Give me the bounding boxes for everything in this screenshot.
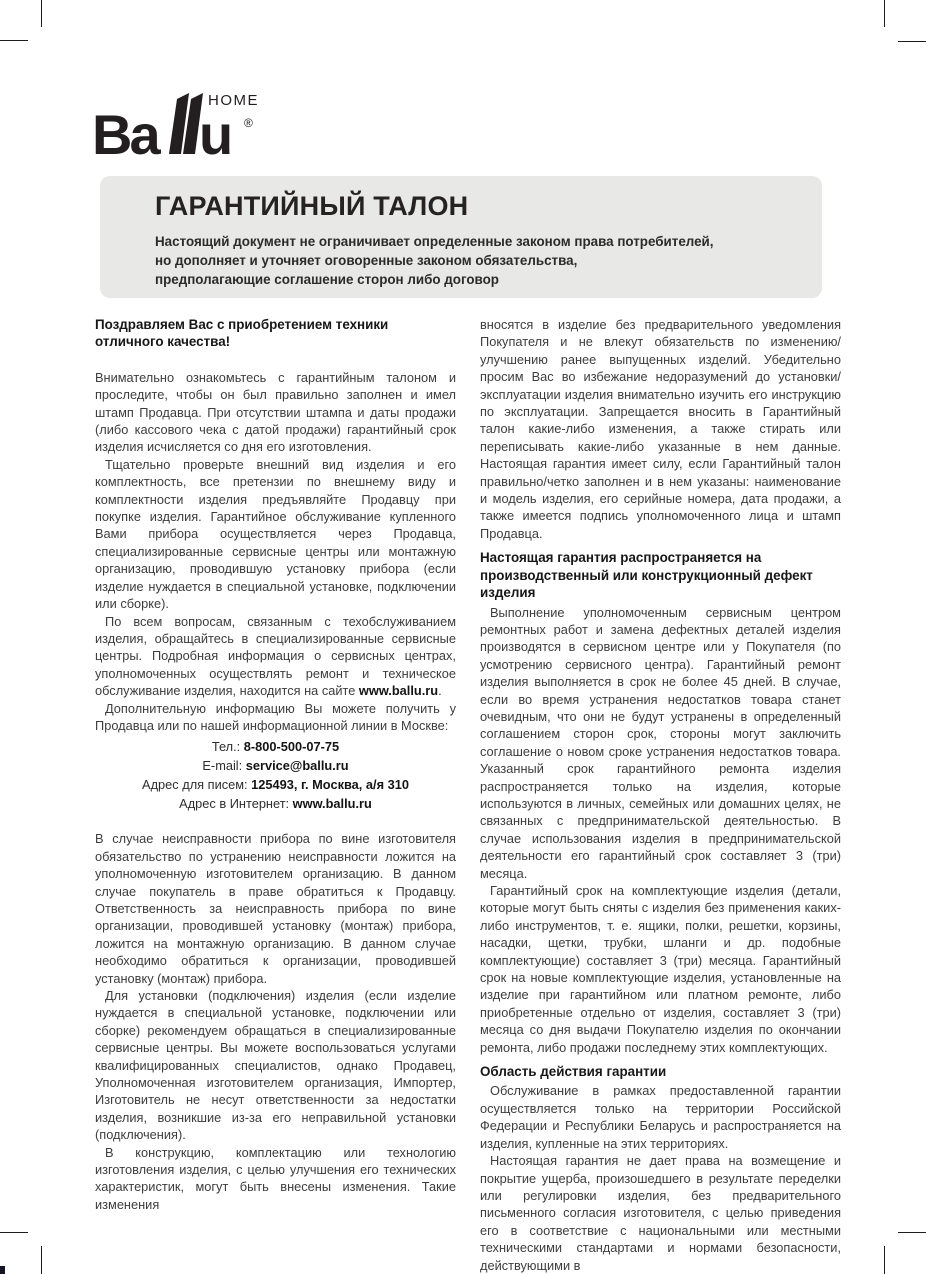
print-registration-mark [0,1266,5,1274]
text-run: Гарантийный срок на комплектующие изделия (детали, которые могут быть сняты с изделия без применения каких-либо инструментов, т. е. ящики, полки, решетки, корзины, насадки, щетки, трубки, шланги и др. подобные комплектующие) составляет 3 (три) месяца. Гарантийный срок на новые комплектующие изделия, установленные на изделие при гарантийном или платном ремонте, либо приобретенные отдельно от изделия, составляет 3 (три) месяца со дня выдачи Покупателю изделия по окончании ремонта, либо продажи последнему этих комплектующих. [480,883,841,1055]
text-run: Область действия гарантии [480,1064,667,1080]
text-run: Дополнительную информацию Вы можете получить у Продавца или по нашей информационной линии в Москве: [95,700,456,733]
contact-line [95,775,456,794]
subtitle-line: предполагающие соглашение сторон либо договор [155,272,499,287]
text-run: вносятся в изделие без предварительного уведомления Покупателя и не влекут обязательств по изменению/улучшению ранее выпущенных изделий. Убедительно просим Вас во избежание недоразумений до установки/эксплуатации изделия внимательно изучить его инструкцию по эксплуатации. Запрещается вносить в Гарантийный талон какие-либо изменения, а также стирать или переписывать какие-либо указанные в нем данные. Настоящая гарантия имеет силу, если Гарантийный талон правильно/четко заполнен и в нем указаны: наименование и модель изделия, его серийные номера, дата продажи, а также имеется подпись уполномоченного лица и штамп Продавца. [480,317,841,541]
contact-line [95,737,456,756]
right-column [480,316,841,1274]
text-run: Обслуживание в рамках предоставленной гарантии осуществляется только на территории Российской Федерации и Республики Беларусь и распространяется на изделия, купленные на этих территориях. [480,1083,841,1151]
contact-line [95,756,456,775]
section-heading [480,1063,841,1080]
section-heading [95,316,456,351]
crop-mark [41,0,42,27]
text-run: Для установки (подключения) изделия (если изделие нуждается в специальной установке, подключении или сборке) рекомендуем обращаться в специализированные сервисные центры. Вы можете воспользоваться услугами квалифицированных специалистов, однако Продавец, Уполномоченная изготовителем организация, Импортер, Изготовитель не несут ответственности за недостатки изделия, возникшие из-за его неправильной установки (подключения). [95,988,456,1143]
paragraph [95,700,456,735]
paragraph [480,882,841,1056]
left-column [95,316,456,1274]
text-run: Настоящая гарантия не дает права на возмещение и покрытие ущерба, произошедшего в результате переделки или регулировки изделия, без предварительного письменного согласия изготовителя, с целью приведения его в соответствие с национальными или местными техническими стандартами и нормами безопасности, действующими в [480,1153,841,1273]
crop-mark [0,40,28,41]
text-run: Внимательно ознакомьтесь с гарантийным талоном и проследите, чтобы он был правильно заполнен и имел штамп Продавца. При отсутствии штампа и даты продажи (либо кассового чека с датой продажи) гарантийный срок изделия исчисляется со дня его изготовления. [95,369,456,455]
contact-value: www.ballu.ru [292,796,372,812]
contact-block [95,737,456,813]
logo-text-ba: Ba [92,103,158,166]
paragraph [95,613,456,700]
contact-value: service@ballu.ru [245,758,349,774]
paragraph [95,369,456,456]
contact-value: 8-800-500-07-75 [243,739,340,755]
crop-mark [41,1246,42,1274]
subtitle-line: но дополняет и уточняет оговоренные законом обязательства, [155,253,578,268]
text-run: Поздравляем Вас с приобретением техники отличного качества! [95,317,389,350]
paragraph [480,1082,841,1152]
text-run: Тщательно проверьте внешний вид изделия и его комплектность, все претензии по внешнему виду и комплектности изделия предъявляйте Продавцу при покупке изделия. Гарантийное обслуживание купленного Вами прибора осуществляется через Продавца, специализированные сервисные центры или монтажную организацию, проводившую установку прибора (если изделие нуждается в специальной установке, подключении или сборке). [95,456,456,612]
text-run: В конструкцию, комплектацию или технологию изготовления изделия, с целью улучшения его технических характеристик, могут быть внесены изменения. Такие изменения [95,1144,456,1212]
subtitle-line: Настоящий документ не ограничивает определенные законом права потребителей, [155,234,714,249]
section-heading [480,549,841,601]
contact-value: 125493, г. Москва, а/я 310 [251,777,409,793]
registered-trademark-icon: ® [244,116,253,130]
crop-mark [884,1246,885,1274]
warranty-header-banner [100,176,822,298]
crop-mark [0,1232,28,1233]
contact-line [95,794,456,813]
text-run: Настоящая гарантия распространяется на производственный или конструкционный дефект изделия [480,550,813,601]
text-run: По всем вопросам, связанным с техобслуживанием изделия, обращайтесь в специализированные сервисные центры. Подробная информация о сервисных центрах, уполномоченных осуществлять ремонт и техническое обслуживание изделия, находится на сайте [95,613,456,699]
paragraph [95,456,456,613]
contact-label: Тел.: [211,739,244,755]
paragraph [480,1152,841,1274]
crop-mark [884,0,885,27]
text-run: . [438,683,442,699]
paragraph [95,1144,456,1214]
paragraph [95,830,456,987]
logo-home-label: HOME [208,92,259,109]
contact-label: Адрес для писем: [142,777,252,793]
emphasized-text: www.ballu.ru [358,683,439,699]
page-title: ГАРАНТИЙНЫЙ ТАЛОН [155,191,469,221]
text-run: Выполнение уполномоченным сервисным центром ремонтных работ и замена дефектных деталей изделия производятся в сервисном центре или у Покупателя (по усмотрению сервисного центра). Гарантийный ремонт изделия выполняется в срок не более 45 дней. В случае, если во время устранения недостатков товара станет очевидным, что они не будут устранены в определенный соглашением сторон срок, стороны могут заключить соглашение о новом сроке устранения недостатков товара. Указанный срок гарантийного ремонта изделия распространяется только на изделия, которые используются в личных, семейных или домашних целях, не связанных с предпринимательской деятельностью. В случае использования изделия в предпринимательской деятельности его гарантийный срок составляет 3 (три) месяца. [480,604,841,881]
contact-label: E-mail: [202,758,246,774]
paragraph [480,604,841,883]
paragraph [95,987,456,1144]
logo-text-u: u [199,103,232,166]
text-run: В случае неисправности прибора по вине изготовителя обязательство по устранению неисправности ложится на уполномоченную изготовителем организацию. В данном случае покупатель в праве обратиться к Продавцу. Ответственность за неисправность прибора по вине организации, проводившей установку (монтаж) прибора, ложится на монтажную организацию. В данном случае необходимо обратиться к организации, проводившей установку (монтаж) прибора. [95,831,456,986]
header-subtitle [155,232,782,289]
crop-mark [898,41,926,42]
body-columns [95,316,841,1274]
ballu-home-logo [92,88,272,166]
ballu-logo-icon [92,88,272,166]
paragraph [480,316,841,542]
contact-label: Адрес в Интернет: [179,796,293,812]
crop-mark [898,1232,926,1233]
